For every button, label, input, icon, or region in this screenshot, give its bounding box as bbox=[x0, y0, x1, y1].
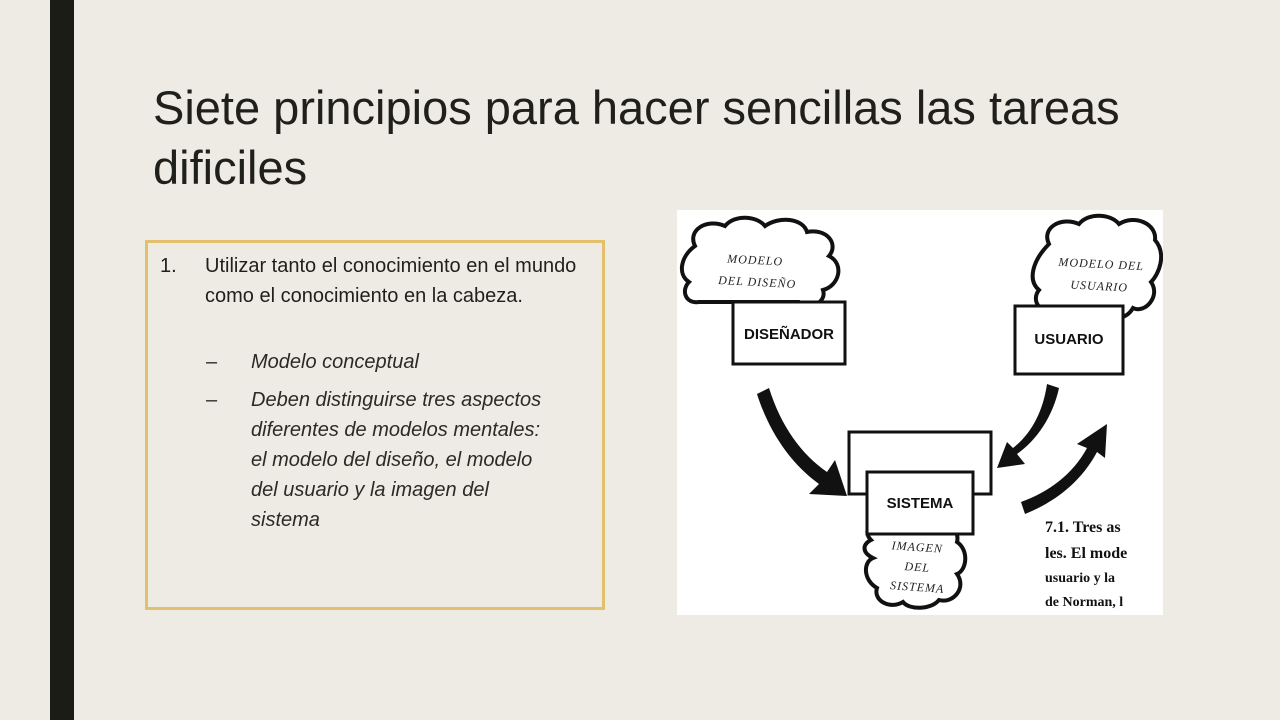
image-cloud-line-1: IMAGEN bbox=[891, 538, 944, 556]
sub-item-text: Deben distinguirse tres aspectos diferentes de modelos mentales: el modelo del diseño, el modelo del usuario y la imagen del sistema bbox=[251, 389, 542, 531]
slide-title: Siete principios para hacer sencillas las tareas dificiles bbox=[153, 81, 1120, 194]
caption-line-4: de Norman, l bbox=[1045, 595, 1124, 610]
main-list-item bbox=[160, 251, 600, 311]
system-box-label: SISTEMA bbox=[886, 495, 954, 512]
user-box-label: USUARIO bbox=[1034, 331, 1104, 348]
sub-item-text: Modelo conceptual bbox=[251, 351, 419, 373]
caption-line-3: usuario y la bbox=[1045, 571, 1116, 586]
designer-to-system-arrow bbox=[757, 388, 847, 496]
designer-box-label: DISEÑADOR bbox=[743, 326, 835, 343]
user-cloud-line-1: MODELO DEL bbox=[1058, 254, 1145, 274]
user-cloud-line-2: USUARIO bbox=[1070, 277, 1129, 295]
image-cloud-line-3: SISTEMA bbox=[889, 578, 945, 596]
image-cloud-line-2: DEL bbox=[903, 559, 931, 575]
main-item-text: Utilizar tanto el conocimiento en el mundo como el conocimiento en la cabeza. bbox=[205, 255, 577, 307]
left-accent-bar bbox=[50, 0, 74, 720]
dash-bullet: – bbox=[206, 351, 218, 373]
caption-line-2: les. El mode bbox=[1045, 545, 1128, 562]
content-box bbox=[145, 240, 605, 610]
sub-list bbox=[206, 347, 551, 543]
sub-item bbox=[206, 385, 551, 535]
mental-models-diagram bbox=[677, 210, 1163, 615]
list-number: 1. bbox=[160, 255, 177, 277]
mental-models-figure bbox=[677, 210, 1163, 615]
design-cloud-line-2: DEL DISEÑO bbox=[717, 272, 797, 292]
sub-item bbox=[206, 347, 551, 377]
user-to-system-arrow bbox=[997, 384, 1059, 468]
caption-line-1: 7.1. Tres as bbox=[1045, 519, 1121, 536]
design-cloud-line-1: MODELO bbox=[726, 251, 784, 269]
dash-bullet: – bbox=[206, 389, 218, 411]
